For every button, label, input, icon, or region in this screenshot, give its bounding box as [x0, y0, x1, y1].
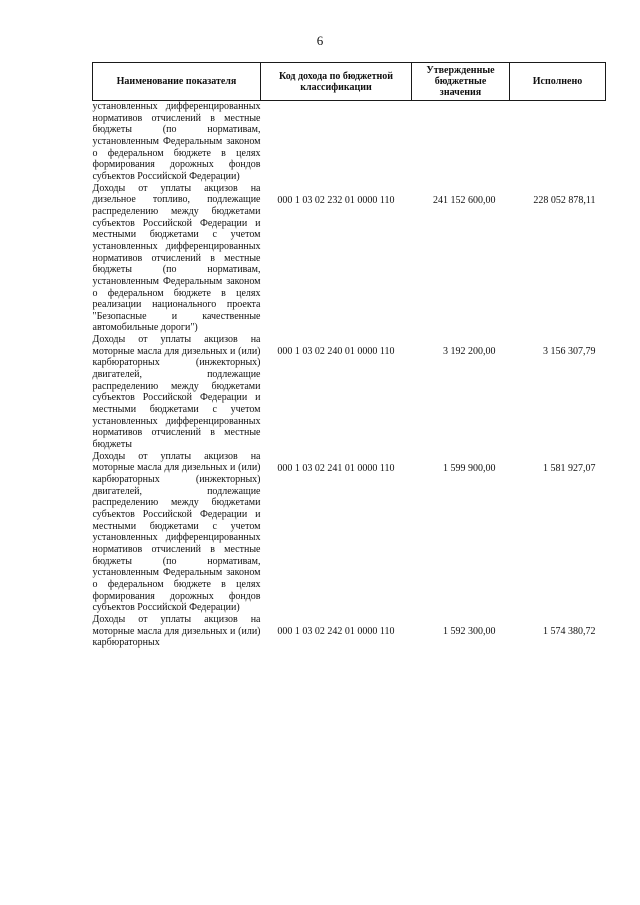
approved-value: 1 592 300,00 — [443, 625, 496, 637]
header-income-code: Код дохода по бюджетной классификации — [261, 63, 412, 101]
income-code: 000 1 03 02 241 01 0000 110 — [277, 462, 395, 474]
income-code: 000 1 03 02 240 01 0000 110 — [277, 346, 395, 358]
header-indicator-name: Наименование показателя — [93, 63, 261, 101]
indicator-name: Доходы от уплаты акцизов на дизельное топливо, подлежащие распределению между бюджетами субъектов Российской Федерации и местными бюджетами с учетом установленных дифференцированных нормативов отчислений в местные бюджеты (по нормативам, установленным Федеральным законом о федеральном бюджете в целях реализации национального проекта "Безопасные и качественные автомобильные дороги") — [92, 182, 261, 334]
empty-cell — [412, 101, 510, 183]
continuation-text: установленных дифференцированных нормативов отчислений в местные бюджеты (по нормативам, установленным Федеральным законом о федеральном бюджете в целях формирования дорожных фондов субъектов Российской Федерации) — [92, 101, 261, 182]
empty-cell — [261, 101, 412, 183]
approved-value: 241 152 600,00 — [433, 194, 496, 206]
executed-value: 228 052 878,11 — [533, 194, 596, 206]
table-row-continuation — [93, 101, 606, 183]
income-code: 000 1 03 02 242 01 0000 110 — [277, 625, 395, 637]
executed-value: 1 581 927,07 — [543, 462, 596, 474]
table-row — [93, 183, 606, 335]
table-row — [93, 334, 606, 451]
indicator-name: Доходы от уплаты акцизов на моторные масла для дизельных и (или) карбюраторных — [92, 613, 261, 649]
executed-value: 3 156 307,79 — [543, 346, 596, 358]
indicator-name: Доходы от уплаты акцизов на моторные масла для дизельных и (или) карбюраторных (инжекторных) двигателей, подлежащие распределению между бюджетами субъектов Российской Федерации и местными бюджетами с учетом установленных дифференцированных нормативов отчислений в местные бюджеты (по нормативам, установленным Федеральным законом о федеральном бюджете в целях формирования дорожных фондов субъектов Российской Федерации) — [92, 450, 261, 614]
income-report-table — [92, 62, 606, 649]
executed-value: 1 574 380,72 — [543, 625, 596, 637]
header-approved-values: Утвержденные бюджетные значения — [412, 63, 510, 101]
table-header-row — [93, 63, 606, 101]
income-code: 000 1 03 02 232 01 0000 110 — [277, 194, 395, 206]
empty-cell — [510, 101, 606, 183]
indicator-name: Доходы от уплаты акцизов на моторные масла для дизельных и (или) карбюраторных (инжекторных) двигателей, подлежащие распределению между бюджетами субъектов Российской Федерации и местными бюджетами с учетом установленных дифференцированных нормативов отчислений в местные бюджеты — [92, 334, 261, 451]
page-number: 6 — [316, 33, 324, 48]
table-row — [93, 614, 606, 649]
approved-value: 3 192 200,00 — [443, 346, 496, 358]
header-executed: Исполнено — [510, 63, 606, 101]
approved-value: 1 599 900,00 — [443, 462, 496, 474]
table-row — [93, 451, 606, 614]
